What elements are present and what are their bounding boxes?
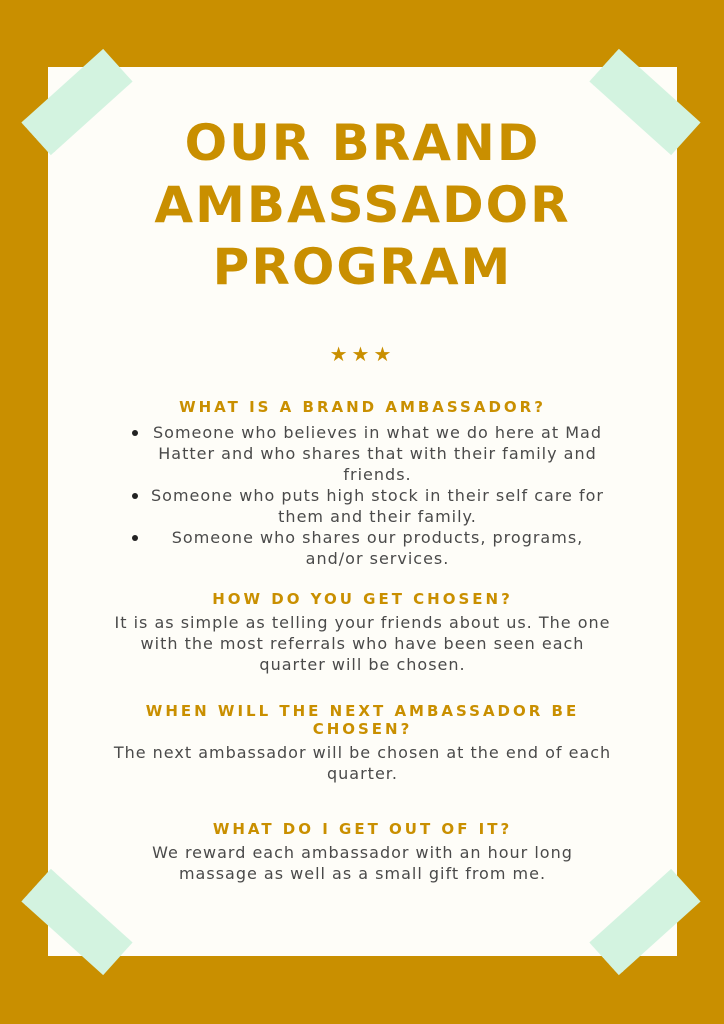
section-body: It is as simple as telling your friends about us. The one with the most referrals who have been seen each quarter will be chosen.: [114, 613, 611, 674]
list-item: Someone who believes in what we do here at Mad Hatter and who shares that with their family and friends.: [110, 422, 615, 485]
list-item: Someone who shares our products, programs, and/or services.: [110, 527, 615, 569]
bullet-icon: [132, 430, 138, 436]
section-what-get: [110, 820, 615, 884]
bullet-icon: [132, 535, 138, 541]
bullet-list: [110, 422, 615, 569]
section-heading: WHAT IS A BRAND AMBASSADOR?: [179, 398, 546, 416]
section-heading: WHAT DO I GET OUT OF IT?: [212, 820, 513, 838]
section-heading: HOW DO YOU GET CHOSEN?: [212, 590, 513, 608]
title-line-2: AMBASSADOR: [154, 176, 571, 234]
title-line-3: PROGRAM: [212, 238, 513, 296]
poster-title: [48, 112, 677, 298]
section-when-chosen: [110, 702, 615, 784]
section-body: We reward each ambassador with an hour long massage as well as a small gift from me.: [152, 843, 573, 883]
section-heading: WHEN WILL THE NEXT AMBASSADOR BE CHOSEN?: [145, 702, 580, 738]
section-what-is: [110, 398, 615, 569]
bullet-icon: [132, 493, 138, 499]
section-how-chosen: [110, 590, 615, 675]
section-body: The next ambassador will be chosen at the end of each quarter.: [113, 743, 612, 783]
title-line-1: OUR BRAND: [184, 114, 541, 172]
list-item: Someone who puts high stock in their self care for them and their family.: [110, 485, 615, 527]
star-divider-icon: ★★★: [329, 342, 396, 366]
